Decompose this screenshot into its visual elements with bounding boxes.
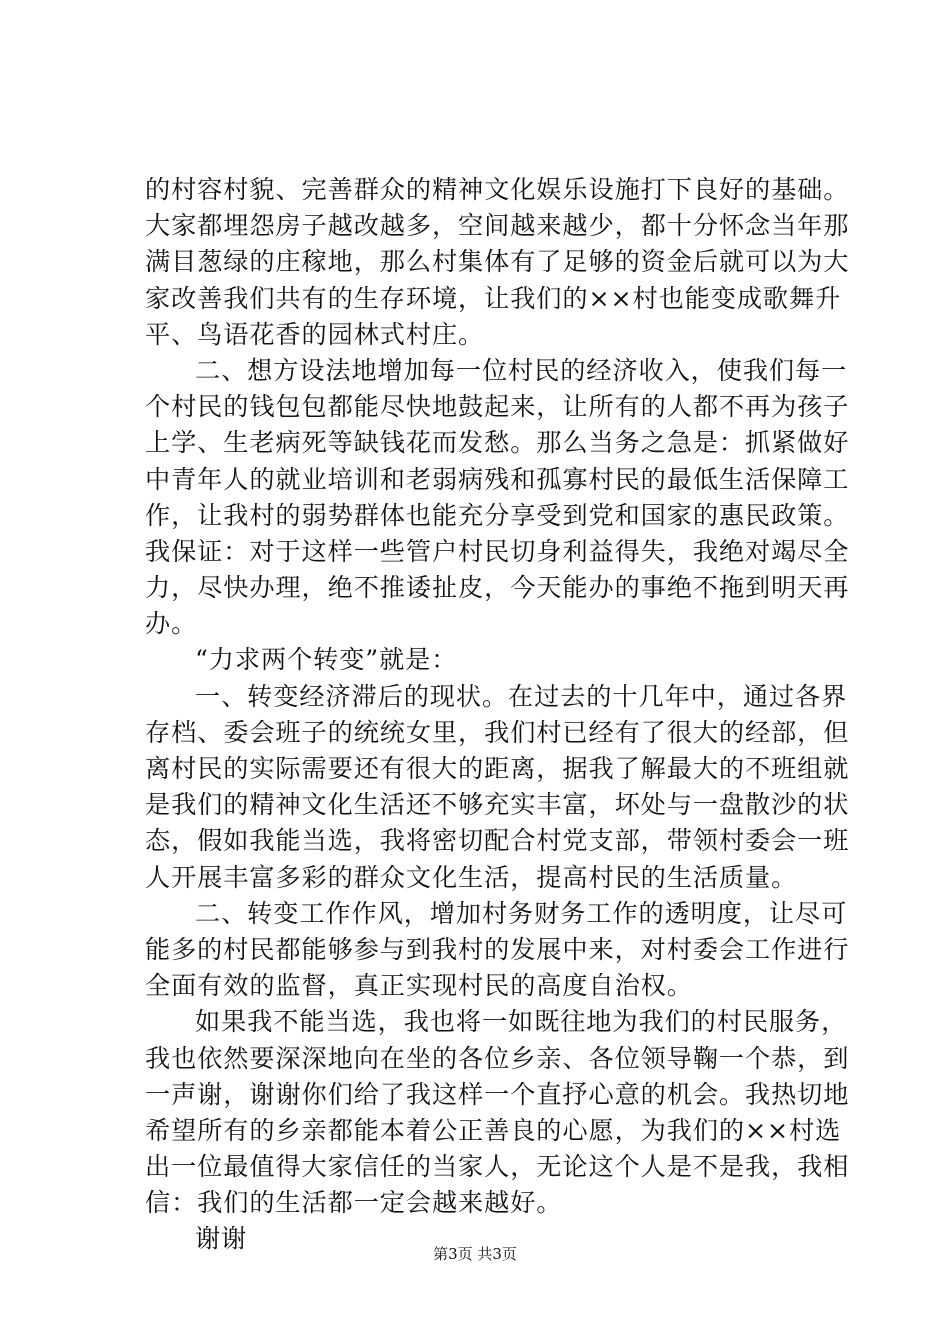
text-line: 离村民的实际需要还有很大的距离，据我了解最大的不班组就 [145, 754, 850, 783]
paragraph-start-line: 如果我不能当选，我也将一如既往地为我们的村民服务， [195, 1007, 848, 1037]
text-line: 满目葱绿的庄稼地，那么村集体有了足够的资金后就可以为大 [145, 247, 850, 277]
page-number-footer: 第3页 共3页 [433, 1245, 517, 1263]
paragraph-start-line: “力求两个转变”就是： [195, 645, 458, 675]
document-body [145, 172, 850, 1258]
text-line: 人开展丰富多彩的群众文化生活，提高村民的生活质量。 [145, 862, 798, 892]
text-line: 是我们的精神文化生活还不够充实丰富，坏处与一盘散沙的状 [145, 790, 850, 820]
text-line: 存档、委会班子的统统女里，我们村已经有了很大的经部，但 [145, 717, 850, 747]
text-line: 出一位最值得大家信任的当家人，无论这个人是不是我，我相 [145, 1152, 850, 1182]
text-line: 我也依然要深深地向在坐的各位乡亲、各位领导鞠一个恭，到 [145, 1043, 850, 1073]
text-line: 中青年人的就业培训和老弱病残和孤寡村民的最低生活保障工 [145, 464, 850, 494]
text-line: 办。 [145, 609, 198, 639]
text-line: 一声谢，谢谢你们给了我这样一个直抒心意的机会。我热切地 [145, 1079, 850, 1109]
text-line: 作，让我村的弱势群体也能充分享受到党和国家的惠民政策。 [145, 500, 850, 530]
text-line: 个村民的钱包包都能尽快地鼓起来，让所有的人都不再为孩子 [145, 392, 850, 422]
paragraph-start-line: 二、想方设法地增加每一位村民的经济收入，使我们每一 [195, 355, 848, 385]
paragraph-start-line: 二、转变工作作风，增加村务财务工作的透明度，让尽可 [195, 898, 848, 928]
text-line: 家改善我们共有的生存环境，让我们的××村也能变成歌舞升 [145, 283, 842, 313]
text-line: 态，假如我能当选，我将密切配合村党支部，带领村委会一班 [145, 826, 850, 856]
text-line: 希望所有的乡亲都能本着公正善良的心愿，为我们的××村选 [145, 1115, 842, 1145]
text-line: 上学、生老病死等缺钱花而发愁。那么当务之急是：抓紧做好 [145, 428, 850, 458]
text-line: 全面有效的监督，真正实现村民的高度自治权。 [145, 971, 693, 1001]
text-line: 信：我们的生活都一定会越来越好。 [145, 1188, 563, 1218]
text-line: 能多的村民都能够参与到我村的发展中来，对村委会工作进行 [145, 934, 850, 964]
text-line: 大家都埋怨房子越改越多，空间越来越少，都十分怀念当年那 [145, 211, 850, 241]
paragraph-start-line: 一、转变经济滞后的现状。在过去的十几年中，通过各界 [195, 681, 848, 711]
text-line: 力，尽快办理，绝不推诿扯皮，今天能办的事绝不拖到明天再 [145, 573, 850, 603]
text-line: 平、鸟语花香的园林式村庄。 [145, 319, 485, 349]
text-line: 我保证：对于这样一些管户村民切身利益得失，我绝对竭尽全 [145, 536, 850, 566]
closing-thanks: 谢谢 [195, 1224, 248, 1254]
text-line: 的村容村貌、完善群众的精神文化娱乐设施打下良好的基础。 [145, 175, 850, 204]
